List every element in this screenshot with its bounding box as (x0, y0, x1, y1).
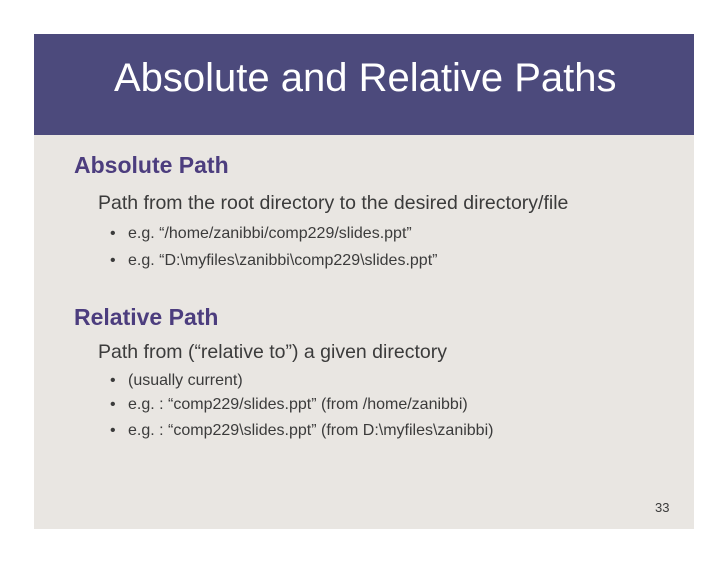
list-item (110, 252, 437, 270)
slide-title: Absolute and Relative Paths (114, 56, 617, 100)
page-number: 33 (655, 500, 670, 515)
bullet-icon: • (110, 396, 116, 413)
list-item-text: e.g. “/home/zanibbi/comp229/slides.ppt” (128, 225, 412, 242)
bullet-icon: • (110, 252, 116, 269)
section-description-absolute-path: Path from the root directory to the desired directory/file (98, 192, 569, 214)
list-item-text: e.g. : “comp229\slides.ppt” (from D:\myfiles\zanibbi) (128, 422, 494, 439)
section-heading-relative-path: Relative Path (74, 304, 219, 330)
list-item (110, 225, 412, 243)
slide (34, 34, 694, 529)
list-item-text: e.g. : “comp229/slides.ppt” (from /home/zanibbi) (128, 396, 468, 413)
section-heading-absolute-path: Absolute Path (74, 152, 229, 178)
title-bar (34, 34, 694, 135)
bullet-icon: • (110, 422, 116, 439)
list-item (110, 372, 243, 390)
section-description-relative-path: Path from (“relative to”) a given directory (98, 341, 447, 363)
list-item-text: e.g. “D:\myfiles\zanibbi\comp229\slides.ppt” (128, 252, 438, 269)
bullet-icon: • (110, 225, 116, 242)
list-item-text: (usually current) (128, 372, 243, 389)
list-item (110, 396, 468, 414)
list-item (110, 422, 493, 440)
bullet-icon: • (110, 372, 116, 389)
